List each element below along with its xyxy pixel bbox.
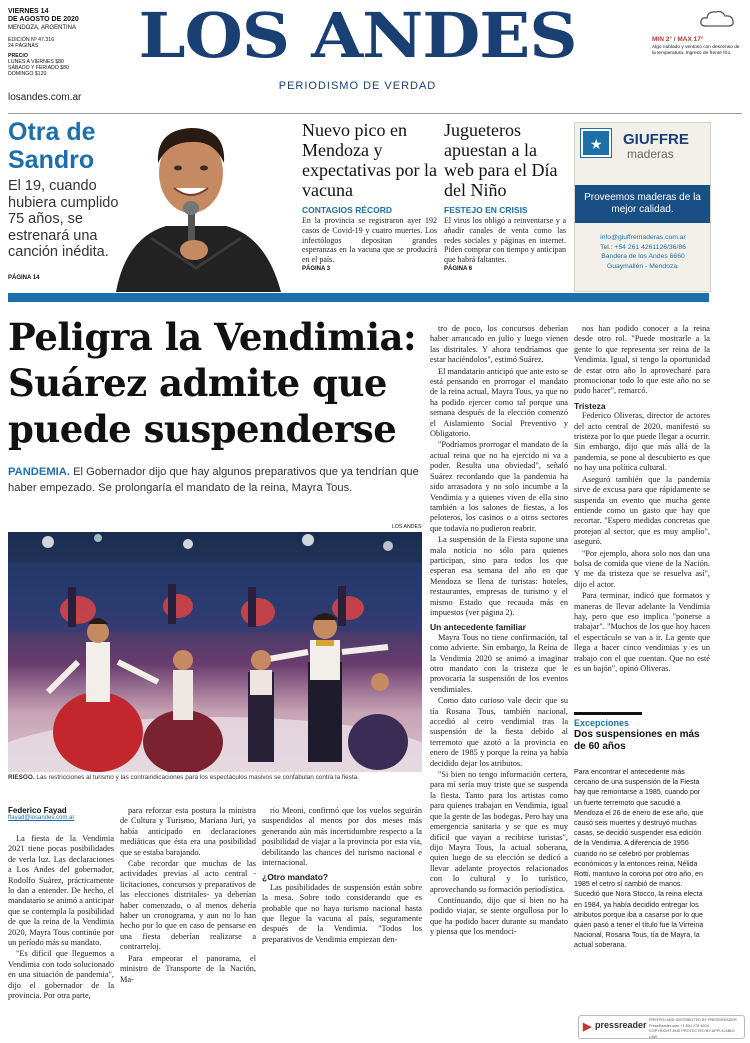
giuffre-brand: GIUFFRE — [623, 131, 689, 148]
lead-dek — [8, 464, 420, 496]
body-paragraph: Para empeorar el panorama, el ministro de Transporte de la Nación, Ma- — [120, 953, 256, 984]
body-paragraph: Para terminar, indicó que formatos y maneras de llevar adelante la Vendimia hay, pero que eso implica "ponerse a trabajar". "Muchos de los que hoy hacen el espectáculo se van a ir. La gente que llega a hacer cinco vendimias y es un trabajo con el que cuentan. Que no esté es un bajón", opinó Oliveras. — [574, 591, 710, 673]
covid-kicker: CONTAGIOS RÉCORD — [302, 205, 393, 215]
date-line-2: DE AGOSTO DE 2020 — [8, 16, 79, 23]
newspaper-title: LOS ANDES — [138, 0, 577, 72]
photo-credit: LOS ANDES — [392, 524, 422, 530]
top-rule — [8, 113, 742, 114]
body-paragraph: Federico Oliveras, director de actores del acto central de 2020, manifestó su tristeza por lo que puede llegar a ocurrir. Sin embargo, dijo que más allá de la pandemia, se pone al descubierto es que no hay una política cultural. — [574, 411, 710, 473]
covid-text: En la provincia se registraron ayer 192 casos de Covid-19 y cuatro muertes. Los infectólogos depositan grandes esperanzas en la vacuna que se producirá en el país. — [302, 216, 437, 265]
body-paragraph: La fiesta de la Vendimia 2021 tiene pocas posibilidades de verla luz. Las declaraciones a Los Andes del gobernador, Rodolfo Suárez, prácticamente lo dan a entender. De hecho, el mandatario se animó a anticipar que se contempla la posibilidad de que la reina de la Vendimia 2020, Mayra Tous continúe por un período más su mandato. — [8, 834, 114, 948]
box-kicker: Excepciones — [574, 718, 630, 728]
price-row: LUNES A VIERNES $80 — [8, 59, 64, 65]
vendimia-photo — [8, 532, 422, 772]
sandro-title: Otra de Sandro — [8, 118, 96, 174]
byline — [8, 806, 114, 821]
lead-kicker: PANDEMIA. — [8, 466, 70, 478]
sandro-dek: El 19, cuando hubiera cumplido 75 años, se estrenará una canción inédita. — [8, 178, 119, 260]
box-title: Dos suspensiones en más de 60 años — [574, 729, 700, 752]
price-row: DOMINGO $120 — [8, 71, 47, 77]
giuffre-phone: Tel.: +54 261 4261126/36/86 — [600, 243, 686, 251]
lead-body-col4 — [430, 324, 568, 1004]
giuffre-email[interactable]: info@giuffremaderas.com.ar — [600, 234, 686, 241]
dancers-image — [8, 532, 422, 772]
footer-legal-1: PRINTED AND DISTRIBUTED BY PRESSREADER — [649, 1018, 737, 1022]
lead-headline: Peligra la Vendimia: Suárez admite que puede suspenderse — [8, 315, 417, 451]
body-paragraph: Mayra Tous no tiene confirmación, tal como advierte. Sin embargo, la Reina de la Vendimia 2020 se animó a imaginar otro mandato con la tristeza que le provocaría la suspensión de los eventos vendimiales. — [430, 632, 568, 694]
covid-story[interactable] — [302, 120, 437, 272]
caption-text: Las restricciones al turismo y las contraindicaciones para los espectáculos masivos se confabulan contra la fiesta. — [36, 774, 359, 781]
footer-legal-3: COPYRIGHT AND PROTECTED BY APPLICABLE LAW — [649, 1029, 735, 1039]
covid-page: PÁGINA 3 — [302, 265, 331, 272]
giuffre-slogan: Proveemos maderas de la mejor calidad. — [575, 185, 710, 223]
subhead-antecedente: Un antecedente familiar — [430, 622, 526, 633]
sandro-photo — [96, 118, 296, 292]
lead-body-col1 — [8, 834, 114, 1004]
sidebar-box — [574, 712, 710, 1003]
pressreader-brand: pressreader — [595, 1020, 647, 1030]
body-paragraph: Cabe recordar que muchas de las actividades previas al acto central - licitaciones, concursos y preparativos de las elecciones distritales- ya deberían haber comenzado, o al menos debería haber un cronograma, y aun no lo han hecho por lo que en caso de pensarse en una fiesta deberían realizarse a contrarreloj. — [120, 859, 256, 952]
body-paragraph: "Podríamos prorrogar el mandato de la actual reina que no ha ejercido ni va a poder. Resulta una obviedad", señaló Suárez recordando que la pandemia ha sido arrasadora y no solo incumbe a la Vendimia y a quienes viven de ella sino también a los salones de fiestas, a los peloteros, los casinos o a otros sectores que todavía no pudieron reabrir. — [430, 440, 568, 533]
body-paragraph: rio Meoni, confirmó que los vuelos seguirán suspendidos al menos por dos meses más generando aún más incertidumbre respecto a la posibilidad de viajar a la provincia por esta vía, debilitando las chances del turismo nacional e internacional. — [262, 806, 422, 868]
site-url[interactable]: losandes.com.ar — [8, 92, 82, 103]
body-paragraph: La suspensión de la Fiesta supone una mala noticia no sólo para quienes participan, sino para todos los que esperan esa semana del año en que Mendoza se llena de turistas: hoteles, restaurantes, empresas de turismo y el mismo Estado que recauda más en impuestos (ver página 2). — [430, 535, 568, 617]
author-email[interactable]: ffayad@losandes.com.ar — [8, 815, 75, 821]
lead-body-col3 — [262, 806, 422, 1006]
page-count: 24 PÁGINAS — [8, 43, 39, 49]
toys-text: El virus los obligó a reinventarse y a añadir canales de venta como las redes sociales y páginas en internet. Piden comprar con tiempo y anticipan que habrá faltantes. — [444, 216, 566, 265]
body-paragraph: nos han podido conocer a la reina desde otro rol. "Puede mostrarle a la gente lo que representa ser reina de la Vendimia. Igual, si tengo la oportunidad de estar otro año lo aprovecharé para promocionar todo lo que este año no se pudo hacer", remarcó. — [574, 324, 710, 396]
author-name: Federico Fayad — [8, 806, 67, 815]
body-paragraph: Aseguró también que la pandemia sirve de excusa para que rápidamente se suspenda un evento que mucha gente entiende como un gasto que hay que recortar. "Espero medidas concretas que protejan al sector, que es muy amplio", aseguró. — [574, 474, 710, 547]
lead-body-col2 — [120, 806, 256, 1006]
edition: EDICIÓN Nº 47.316 — [8, 37, 55, 43]
giuffre-logo-icon: ★ — [581, 129, 611, 157]
body-paragraph: Las posibilidades de suspensión están sobre la mesa. Sobre todo considerando que es probable que no haya turismo nacional hasta que llegue la vacuna al país, seguramente después de la Vendimia. "Todos los preparativos de Vendimia empiezan den- — [262, 882, 422, 944]
tagline: PERIODISMO DE VERDAD — [278, 80, 437, 92]
section-band — [8, 293, 709, 302]
footer-legal-2: PressReader.com +1 604 278 4604 — [649, 1023, 709, 1028]
lead-body-col5 — [574, 324, 710, 706]
weather-max: MAX 17° — [677, 36, 704, 43]
giuffre-brand-sub: maderas — [627, 147, 674, 161]
box-rule — [574, 712, 642, 715]
price-row: SÁBADO Y FERIADO $80 — [8, 65, 69, 71]
body-paragraph: para reforzar esta postura la ministra de Cultura y Turismo, Mariana Juri, ya había anticipado en declaraciones mediáticas que ésta era una posibilidad que se estaba barajando. — [120, 806, 256, 857]
body-paragraph: Como dato curioso vale decir que su tía Rosana Tous, también nacional, accedió al cetro vendimial tras la suspensión de la fiesta debido al terremoto que azotó a la provincia en enero de 1985 y porque la reina ya había decidido dejar los atributos. — [430, 696, 568, 768]
giuffre-address1: Bandera de los Andes 6660 — [601, 253, 685, 261]
body-paragraph: "Es difícil que lleguemos a Vendimia con todo solucionado en una situación de pandemia", dijo el gobernador de la provincia. Por otra parte, — [8, 949, 114, 1001]
sandro-story[interactable] — [8, 118, 296, 292]
toys-kicker: FESTEJO EN CRISIS — [444, 205, 528, 215]
pressreader-logo-icon: ▶ — [583, 1021, 592, 1033]
price-label: PRECIO — [8, 53, 28, 59]
toys-title: Jugueteros apuestan a la web para el Día del Niño — [444, 120, 558, 200]
subhead-tristeza: Tristeza — [574, 400, 606, 411]
giuffre-ad[interactable] — [574, 122, 711, 292]
body-paragraph: Continuando, dijo que si bien no ha podido viajar, se siente orgullosa por lo que ha podido hacer durante su mandato y piensa que los mendoci- — [430, 895, 568, 937]
box-text: Para encontrar el antecedente más cercano de una suspensión de la Fiesta hay que remontarse a 1985, cuando por un fuerte terremoto que sacudió a Mendoza el 26 de enero de ese año, que causó seis muertes y destruyó muchas casas, se decidió suspender esa edición de la Vendimia. A diferencia de 1956 cuando no se celebró por problemas económicos y la entonces reina, Nélida Rotti, mantuvo la corona por otro año, en 1985 el cetro sí cambió de manos. Sucedió que Nora Stocco, la reina electa en 1984, ya había decidido entregar los atributos porque iba a casarse por lo que quien pasó a tener el título fue la Virreina Nacional, Rosana Tous, tía de Mayra, la actual soberana. — [574, 768, 704, 950]
toys-story[interactable] — [444, 120, 566, 272]
body-paragraph: tro de poco, los concursos deberían haber arrancado en julio y luego vienen las distritales. Y ahora tendríamos que estar haciéndolos", estimó Suárez. — [430, 324, 568, 365]
lead-dek-text: El Gobernador dijo que hay algunos preparativos que ya tendrían que haber empezado. Se prolongaría el mandato de la reina, Mayra Tous. — [8, 466, 419, 494]
masthead-date — [8, 8, 103, 77]
location: MENDOZA, ARGENTINA — [8, 25, 77, 31]
body-paragraph: "Si bien no tengo información certera, para mí sería muy triste que se suspenda la fiesta. Tanto para los artistas como para quienes trabajan en Vendimia, igual que la gente de las bodegas. Pero hay una emergencia sanitaria y se que es muy difícil que vayan a recibirse turistas", dijo Mayra Tous, la actual soberana, quien luego de su elección se dedicó a llevar adelante proyectos relacionados con lo cultural y lo turístico, aprovechando su formación periodística. — [430, 770, 568, 894]
weather-text: Algo nublado y ventoso con descenso de la temperatura. Ingreso de frente frío. — [652, 45, 740, 56]
cloud-icon — [698, 8, 738, 30]
toys-page: PÁGINA 6 — [444, 265, 473, 272]
giuffre-address2: Guaymallén - Mendoza. — [606, 262, 680, 270]
photo-caption — [8, 774, 428, 782]
sandro-page: PÁGINA 14 — [8, 275, 40, 281]
weather-min: MIN 2° — [652, 36, 672, 43]
pressreader-footer — [578, 1015, 745, 1039]
caption-label: RIESGO. — [8, 774, 35, 781]
body-paragraph: El mandatario anticipó que ante esto se está pensando en prorrogar el mandato de la reina actual, Mayra Tous, ya que no ha podido ejercer como tal porque una semana después de la elección comenzó el Aislamiento Social Preventivo y Obligatorio. — [430, 366, 568, 439]
body-paragraph: "Por ejemplo, ahora solo nos dan una bolsa de comida que viene de la Nación. Y me da tristeza que se resuelva así", dijo el actor. — [574, 548, 710, 589]
covid-title: Nuevo pico en Mendoza y expectativas por la vacuna — [302, 120, 437, 200]
date-line-1: VIERNES 14 — [8, 8, 49, 15]
subhead-otro-mandato: ¿Otro mandato? — [262, 872, 329, 883]
